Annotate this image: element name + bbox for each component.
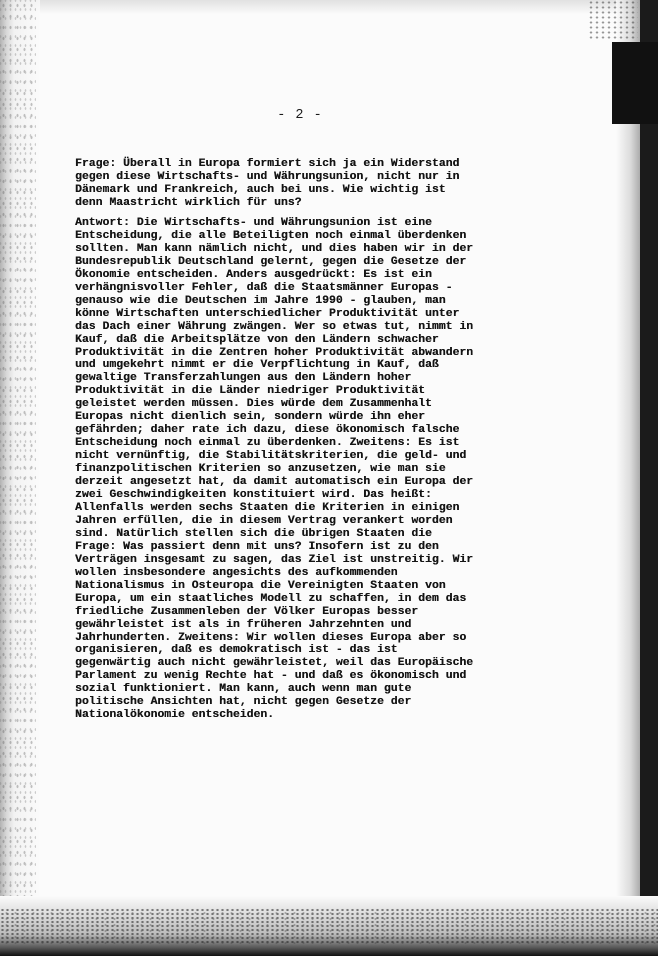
answer-line: sollten. Man kann nämlich nicht, und dies haben wir in der	[75, 241, 474, 255]
question-line	[75, 158, 507, 171]
question-line-text: Überall in Europa formiert sich ja ein Widerstand	[116, 157, 460, 170]
answer-line: Verträgen insgesamt zu sagen, das Ziel ist unstreitig. Wir	[75, 552, 474, 566]
answer-line: Produktivität in die Länder niedriger Produktivität	[75, 384, 426, 398]
answer-line: Europa, um ein staatliches Modell zu schaffen, in dem das	[75, 591, 467, 605]
answer-line: gefährden; daher rate ich dazu, diese ökonomisch falsche	[75, 423, 460, 437]
scan-right-dark-block	[612, 42, 658, 124]
scan-top-right-noise	[588, 0, 638, 40]
answer-line: das Dach einer Währung zwängen. Wer so etwas tut, nimmt in	[75, 319, 474, 333]
answer-line: Nationalismus in Osteuropa die Vereinigten Staaten von	[75, 578, 446, 592]
scan-bottom-noise	[0, 908, 658, 944]
answer-line: nicht vernünftig, die Stabilitätskriterien, die geld- und	[75, 449, 467, 463]
answer-line: verhängnisvoller Fehler, daß die Staatsmänner Europas -	[75, 280, 453, 294]
answer-line: Kauf, daß die Arbeitsplätze von den Ländern schwacher	[75, 332, 439, 346]
answer-line: gegenwärtig auch nicht gewährleistet, weil das Europäische	[75, 656, 474, 670]
answer-line	[75, 217, 507, 230]
question-label: Frage:	[75, 157, 117, 170]
answer-line: Jahrhunderten. Zweitens: Wir wollen dieses Europa aber so	[75, 630, 467, 644]
question-line: denn Maastricht wirklich für uns?	[75, 195, 302, 209]
answer-line: derzeit angesetzt hat, da damit automatisch ein Europa der	[75, 475, 474, 489]
answer-line: Produktivität in die Zentren hoher Produktivität abwandern	[75, 345, 474, 359]
page-number: - 2 -	[277, 108, 323, 123]
answer-line: genauso wie die Deutschen im Jahre 1990 - glauben, man	[75, 293, 446, 307]
answer-line: geleistet werden müssen. Dies würde dem Zusammenhalt	[75, 397, 432, 411]
answer-line: Jahren erfüllen, die in diesem Vertrag verankert worden	[75, 513, 453, 527]
scan-left-noise	[0, 0, 36, 956]
answer-line: sind. Natürlich stellen sich die übrigen Staaten die	[75, 526, 432, 540]
answer-line: gewährleistet ist als in früheren Jahrzehnten und	[75, 617, 412, 631]
answer-label: Antwort:	[75, 216, 130, 229]
question-line: Dänemark und Frankreich, auch bei uns. Wie wichtig ist	[75, 182, 446, 196]
scan-right-border	[640, 0, 658, 956]
answer-line: Allenfalls werden sechs Staaten die Kriterien in einigen	[75, 500, 460, 514]
answer-line: Nationalökonomie entscheiden.	[75, 708, 275, 722]
answer-line: Bundesrepublik Deutschland gelernt, gegen die Gesetze der	[75, 254, 467, 268]
answer-line: zwei Geschwindigkeiten konstituiert wird. Das heißt:	[75, 488, 432, 502]
answer-line: friedliche Zusammenleben der Völker Europas besser	[75, 604, 419, 618]
answer-line: wollen insbesondere angesichts des aufkommenden	[75, 565, 398, 579]
answer-line: Europas nicht dienlich sein, sondern würde ihn eher	[75, 410, 426, 424]
answer-line: Parlament zu wenig Rechte hat - und daß es ökonomisch und	[75, 669, 467, 683]
answer-line-text: Die Wirtschafts- und Währungsunion ist eine	[129, 216, 432, 229]
question-paragraph	[75, 158, 507, 210]
answer-line: Ökonomie entscheiden. Anders ausgedrückt: Es ist ein	[75, 267, 432, 281]
scan-right-edge	[616, 0, 640, 956]
scan-top-edge	[0, 0, 658, 14]
answer-line: organisieren, daß es demokratisch ist - das ist	[75, 643, 398, 657]
question-line: gegen diese Wirtschafts- und Währungsunion, nicht nur in	[75, 169, 460, 183]
answer-line: Frage: Was passiert denn mit uns? Insofern ist zu den	[75, 539, 439, 553]
answer-line: sozial funktioniert. Man kann, auch wenn man gute	[75, 682, 412, 696]
answer-line: Entscheidung, die alle Beteiligten noch einmal überdenken	[75, 228, 467, 242]
answer-line: und umgekehrt nimmt er die Verpflichtung in Kauf, daß	[75, 358, 439, 372]
answer-line: Entscheidung noch einmal zu überdenken. Zweitens: Es ist	[75, 436, 460, 450]
answer-line: gewaltige Transferzahlungen aus den Ländern hoher	[75, 371, 412, 385]
answer-paragraph	[75, 217, 507, 722]
answer-line: politische Ansichten hat, nicht gegen Gesetze der	[75, 695, 412, 709]
answer-line: finanzpolitischen Kriterien so anzusetzen, wie man sie	[75, 462, 446, 476]
answer-line: könne Wirtschaften unterschiedlicher Produktivität unter	[75, 306, 460, 320]
